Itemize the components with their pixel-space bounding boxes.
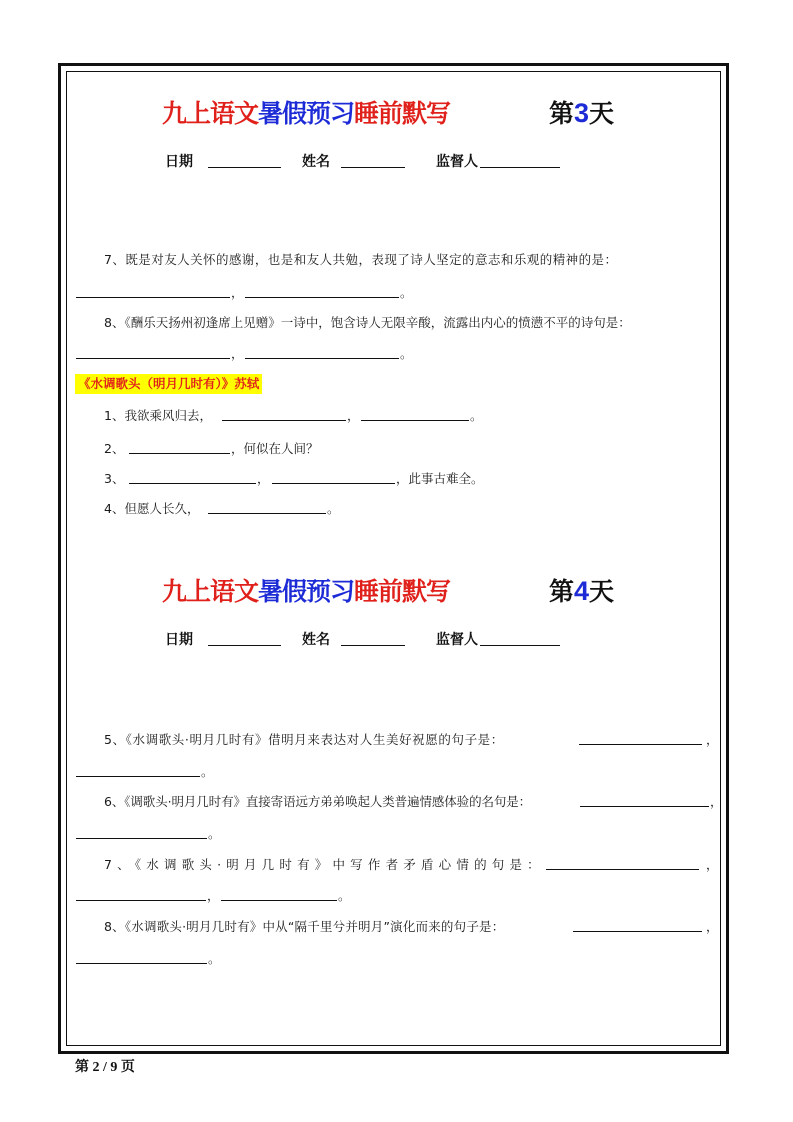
poem-line-2: 2、 ，何似在人间？: [104, 441, 319, 456]
page-number: 第 2 / 9 页: [75, 1060, 135, 1075]
answer-blank[interactable]: [129, 483, 256, 484]
day4-q8: 8、《水调歌头·明月几时有》中从“隔千里兮并明月”演化而来的句子是： ，: [104, 919, 719, 934]
supervisor-label: 监督人: [436, 632, 478, 648]
day3-q7-answers: ， 。: [0, 281, 793, 301]
poem-heading: 《水调歌头（明月几时有）》苏轼: [75, 374, 262, 394]
day4-q5-cont: 。: [0, 760, 793, 780]
date-label: 日期: [165, 154, 193, 170]
poem-line-3: 3、 ， ，此事古难全。: [104, 471, 484, 486]
answer-blank[interactable]: [222, 420, 346, 421]
answer-blank[interactable]: [76, 297, 230, 298]
answer-blank[interactable]: [580, 806, 709, 807]
answer-blank[interactable]: [245, 358, 399, 359]
supervisor-field[interactable]: [480, 645, 560, 646]
day4-q8-cont: 。: [0, 947, 793, 967]
date-label: 日期: [165, 632, 193, 648]
answer-blank[interactable]: [76, 900, 206, 901]
name-field[interactable]: [341, 645, 405, 646]
day4-q6: 6、《调歌头·明月几时有》直接寄语远方弟弟唤起人类普遍情感体验的名句是： ，: [104, 794, 723, 809]
answer-blank[interactable]: [245, 297, 399, 298]
name-label: 姓名: [302, 154, 330, 170]
poem-line-4: 4、但愿人长久， 。: [104, 501, 340, 516]
day3-fields: [0, 151, 793, 171]
answer-blank[interactable]: [76, 358, 230, 359]
name-label: 姓名: [302, 632, 330, 648]
answer-blank[interactable]: [272, 483, 395, 484]
day4-fields: [0, 629, 793, 649]
day3-q7: 7、既是对友人关怀的感谢，也是和友人共勉，表现了诗人坚定的意志和乐观的精神的是：: [104, 252, 618, 267]
day4-q7-cont: ， 。: [0, 884, 793, 904]
answer-blank[interactable]: [208, 513, 326, 514]
day4-day-label: 第4天: [549, 576, 615, 606]
answer-blank[interactable]: [76, 838, 207, 839]
poem-line-1: 1、我欲乘风归去， ， 。: [104, 408, 483, 423]
day4-q5: 5、《水调歌头·明月几时有》借明月来表达对人生美好祝愿的句子是： ，: [104, 732, 719, 747]
answer-blank[interactable]: [546, 869, 699, 870]
answer-blank[interactable]: [573, 931, 702, 932]
day4-title: [0, 570, 793, 610]
date-field[interactable]: [208, 167, 281, 168]
answer-blank[interactable]: [579, 744, 702, 745]
supervisor-label: 监督人: [436, 154, 478, 170]
day4-title-main: 九上语文暑假预习睡前默写: [162, 578, 451, 606]
day4-q6-cont: 。: [0, 822, 793, 842]
answer-blank[interactable]: [76, 963, 207, 964]
answer-blank[interactable]: [221, 900, 337, 901]
answer-blank[interactable]: [361, 420, 469, 421]
name-field[interactable]: [341, 167, 405, 168]
day3-q8: 8、《酬乐天扬州初逢席上见赠》一诗中，饱含诗人无限辛酸，流露出内心的愤懑不平的诗句是：: [104, 315, 631, 330]
answer-blank[interactable]: [129, 453, 230, 454]
date-field[interactable]: [208, 645, 281, 646]
day3-title: [0, 92, 793, 132]
answer-blank[interactable]: [76, 776, 200, 777]
day4-q7: 7、《水调歌头·明月几时有》中写作者矛盾心情的句是： ，: [104, 857, 719, 872]
day3-title-main: 九上语文暑假预习睡前默写: [162, 100, 451, 128]
supervisor-field[interactable]: [480, 167, 560, 168]
day3-day-label: 第3天: [549, 98, 615, 128]
day3-q8-answers: ， 。: [0, 342, 793, 362]
